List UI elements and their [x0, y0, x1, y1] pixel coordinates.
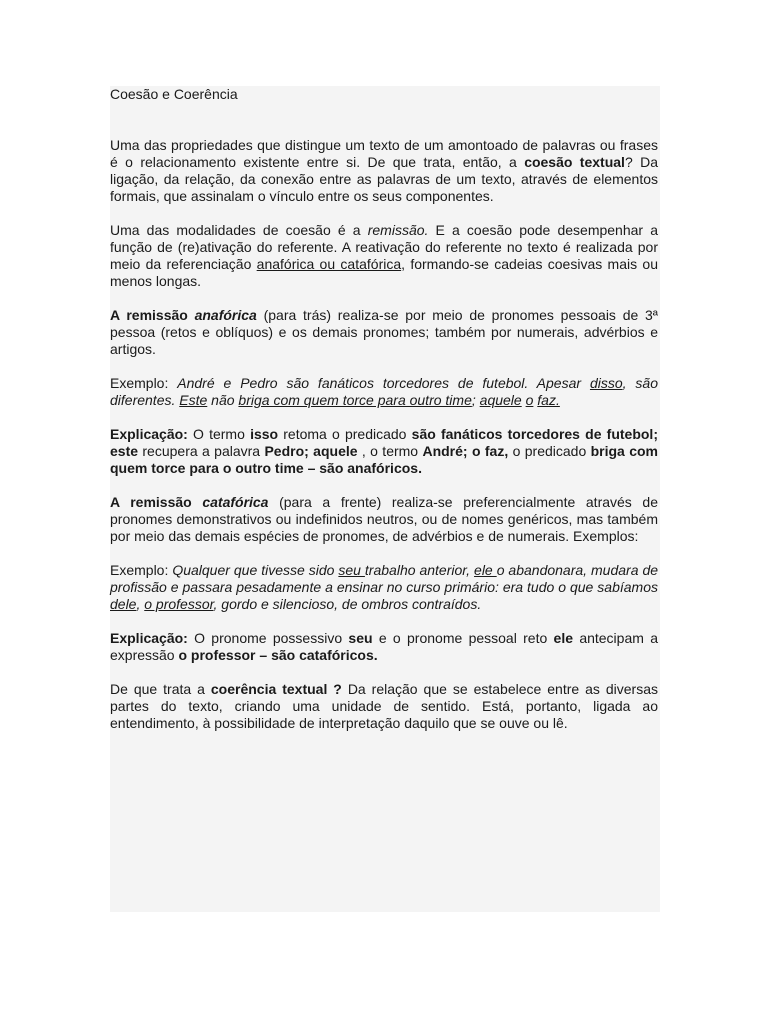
bold-italic-term: catafórica — [202, 494, 269, 510]
bold-term: A remissão — [110, 494, 203, 510]
underlined-italic-term: disso — [589, 375, 623, 391]
bold-term: Explicação: — [110, 630, 188, 646]
bold-term: briga com quem torce para o outro time – são anafóricos. — [110, 443, 658, 476]
text-run: Exemplo: — [110, 375, 178, 391]
text-run: (para a frente) realiza-se preferencialmente através de pronomes demonstrativos ou indefinidos neutros, ou de nomes genéricos, mas também por meio das demais espécies de pronomes, de advérbios e de numerais. Exemplos: — [110, 494, 658, 544]
paragraph-explicacao-cataforica — [110, 630, 658, 664]
text-run: Uma das modalidades de coesão é a — [110, 222, 368, 238]
underlined-italic-term: dele — [110, 596, 137, 612]
paragraph-remissao — [110, 222, 658, 290]
italic-term: remissão. — [367, 222, 429, 238]
underlined-italic-term: o — [525, 392, 534, 408]
text-run: Exemplo: — [110, 562, 173, 578]
underlined-italic-term: faz. — [537, 392, 560, 408]
text-run: Da relação que se estabelece entre as diversas partes do texto, criando uma unidade de sentido. Está, portanto, ligada ao entendimento, à possibilidade de interpretação daquilo que se ouve ou lê. — [110, 681, 659, 731]
text-run: o predicado — [508, 443, 591, 459]
italic-run: o abandonara, mudara de profissão e passara pesadamente a ensinar no curso primário: era tudo o que sabíamos — [110, 562, 659, 595]
paragraph-coesao-textual — [110, 137, 658, 205]
text-run: (para trás) realiza-se por meio de pronomes pessoais de 3ª pessoa (retos e oblíquos) e os demais pronomes; também por numerais, advérbios e artigos. — [110, 307, 658, 357]
bold-term: Explicação: — [110, 426, 188, 442]
text-run: O pronome possessivo — [187, 630, 349, 646]
italic-run: , — [136, 596, 145, 612]
paragraph-exemplo-anaforico — [110, 375, 658, 409]
paragraph-remissao-anaforica — [110, 307, 658, 358]
text-run: antecipam a expressão — [110, 630, 658, 663]
text-run: recupera a palavra — [138, 443, 265, 459]
italic-run: Qualquer que tivesse sido — [172, 562, 339, 578]
bold-term: A remissão — [110, 307, 195, 323]
italic-run: ; — [471, 392, 480, 408]
underlined-italic-term: aquele — [479, 392, 522, 408]
italic-run: não — [207, 392, 239, 408]
paragraph-remissao-cataforica — [110, 494, 658, 545]
text-run: De que trata a — [110, 681, 211, 697]
italic-run: trabalho anterior, — [364, 562, 475, 578]
underlined-italic-term: seu — [338, 562, 365, 578]
underlined-italic-term: briga com quem torce para outro time — [238, 392, 472, 408]
paragraph-explicacao-anaforica — [110, 426, 658, 477]
italic-run: André e Pedro são fanáticos torcedores de futebol. Apesar — [177, 375, 590, 391]
paragraph-exemplo-cataforico — [110, 562, 658, 613]
paragraph-coerencia-textual — [110, 681, 658, 732]
text-run: e o pronome pessoal reto — [372, 630, 554, 646]
document-title: Coesão e Coerência — [110, 86, 238, 102]
bold-term: coerência textual ? — [210, 681, 342, 697]
underlined-italic-term: Este — [179, 392, 208, 408]
bold-term: são fanáticos torcedores de futebol; este — [110, 426, 658, 459]
bold-term: isso — [250, 426, 279, 442]
text-run: , formando-se cadeias coesivas mais ou menos longas. — [110, 256, 658, 289]
bold-term: ele — [553, 630, 574, 646]
italic-run: , são diferentes. — [110, 375, 659, 408]
bold-term: seu — [348, 630, 373, 646]
text-run: E a coesão pode desempenhar a função de (re)ativação do referente. A reativação do referente no texto é realizada por meio da referenciação — [110, 222, 658, 272]
text-run: ? Da ligação, da relação, da conexão entre as palavras de um texto, através de elementos formais, que assinalam o vínculo entre os seus componentes. — [110, 154, 658, 204]
underlined-italic-term: o professor — [144, 596, 214, 612]
text-run: Uma das propriedades que distingue um texto de um amontoado de palavras ou frases é o relacionamento existente entre si. De que trata, então, a — [110, 137, 658, 170]
text-run: , o termo — [357, 443, 423, 459]
italic-run: , gordo e silencioso, de ombros contraídos. — [213, 596, 482, 612]
bold-term: André; o faz, — [422, 443, 509, 459]
underlined-italic-term: ele — [474, 562, 497, 578]
bold-italic-term: anafórica — [194, 307, 257, 323]
underlined-term: anafórica ou catafórica — [256, 256, 402, 272]
text-run: retoma o predicado — [278, 426, 412, 442]
text-run: O termo — [187, 426, 251, 442]
bold-term: o professor – são catafóricos. — [178, 647, 378, 663]
document-body — [110, 86, 658, 749]
bold-term: coesão textual — [524, 154, 625, 170]
bold-term: Pedro; aquele — [264, 443, 358, 459]
